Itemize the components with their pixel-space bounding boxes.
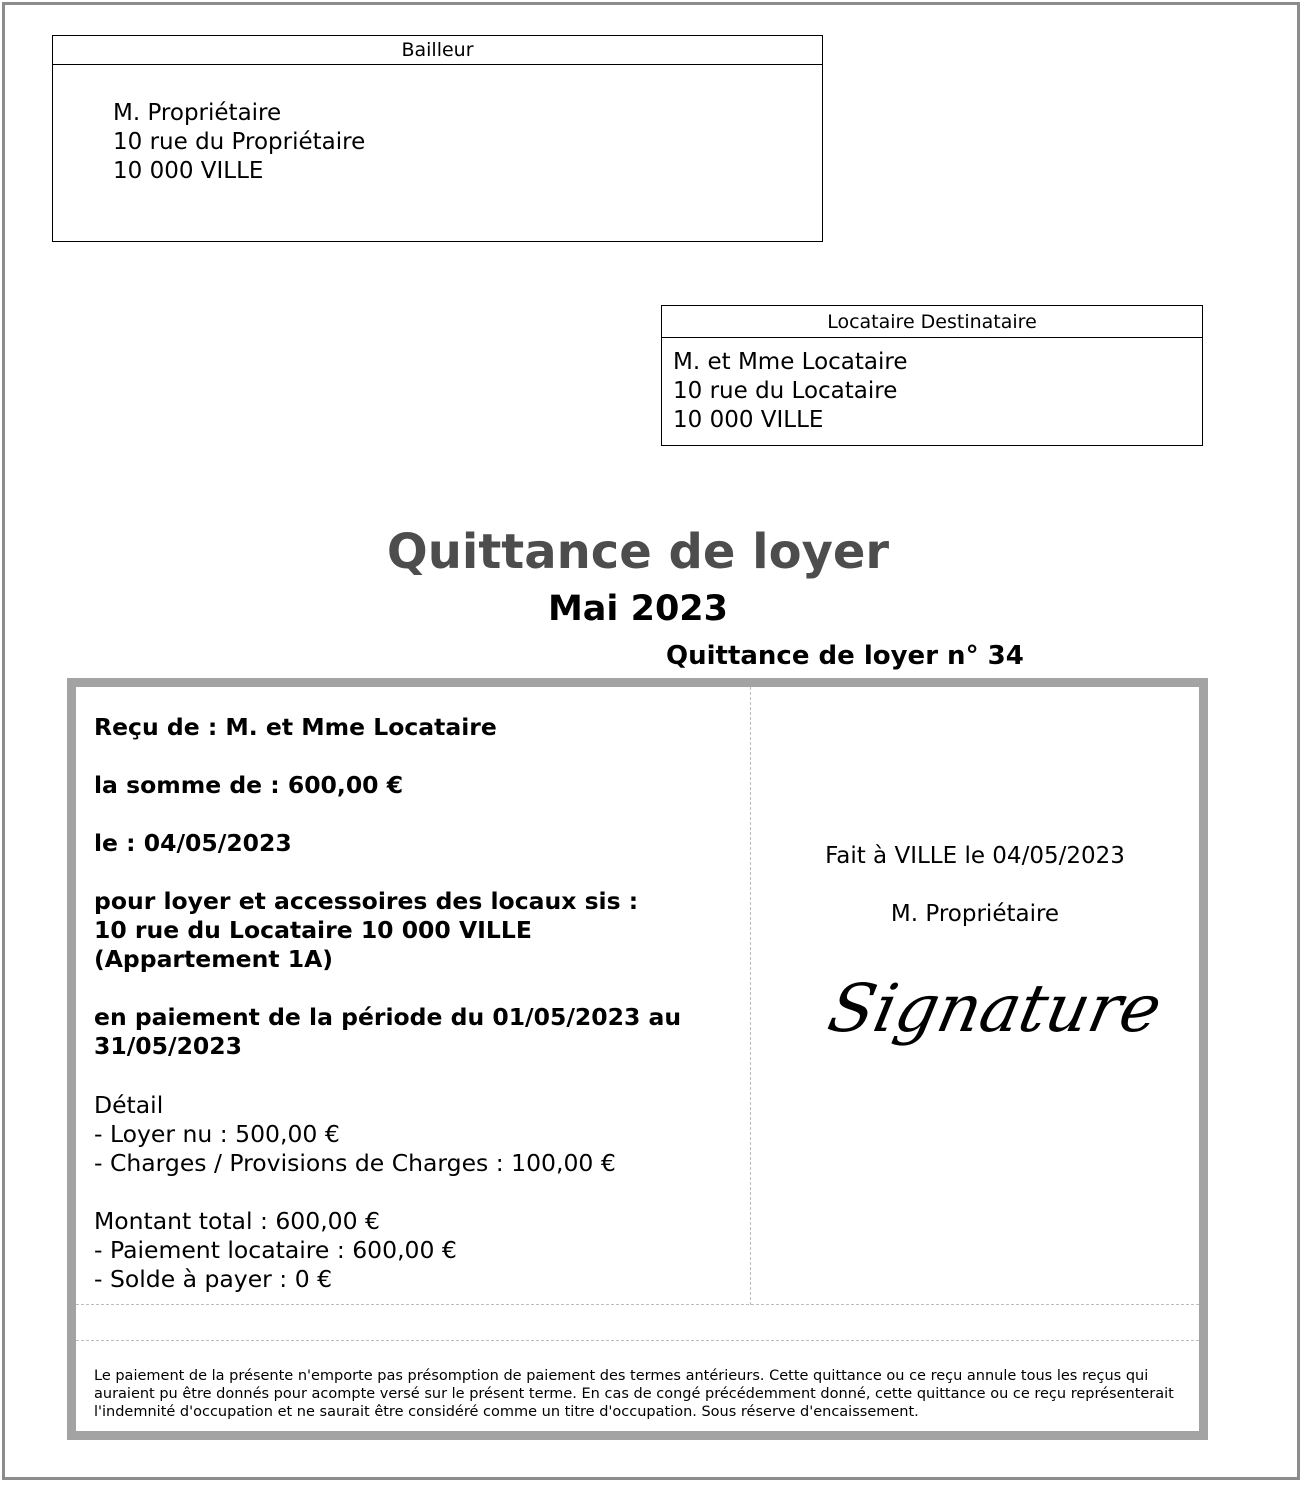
bailleur-title: Bailleur [53, 36, 822, 65]
payment-period [94, 1003, 681, 1061]
receipt-frame [67, 678, 1208, 1440]
locataire-street: 10 rue du Locataire [673, 378, 898, 404]
premises-line-3: (Appartement 1A) [94, 945, 334, 973]
locataire-name: M. et Mme Locataire [673, 349, 908, 375]
signature-column [751, 687, 1199, 1305]
detail-rent: - Loyer nu : 500,00 € [94, 1120, 340, 1148]
receipt-details-column [76, 687, 751, 1305]
locataire-title: Locataire Destinataire [662, 306, 1202, 338]
signer-name: M. Propriétaire [890, 901, 1060, 927]
signature-text: Signature [821, 969, 1169, 1047]
bailleur-box [52, 35, 823, 242]
detail-heading: Détail [94, 1091, 164, 1119]
period-line-1: en paiement de la période du 01/05/2023 au [94, 1003, 682, 1031]
received-from: Reçu de : M. et Mme Locataire [94, 713, 497, 741]
bailleur-city: 10 000 VILLE [113, 158, 264, 184]
premises-line-2: 10 rue du Locataire 10 000 VILLE [94, 916, 532, 944]
amount: la somme de : 600,00 € [94, 771, 404, 799]
premises-line-1: pour loyer et accessoires des locaux sis : [94, 887, 639, 915]
handwritten-signature [821, 957, 1169, 1067]
bailleur-address [113, 99, 365, 186]
bailleur-street: 10 rue du Propriétaire [113, 129, 366, 155]
totals-section [94, 1207, 457, 1294]
document-title: Quittance de loyer [386, 524, 890, 580]
separator-line [76, 1304, 1199, 1305]
balance-due: - Solde à payer : 0 € [94, 1265, 333, 1293]
locataire-address [673, 348, 907, 435]
detail-section [94, 1091, 616, 1178]
payment-date: le : 04/05/2023 [94, 829, 292, 857]
separator-line [76, 1340, 1199, 1341]
locataire-box [661, 305, 1203, 446]
total-amount: Montant total : 600,00 € [94, 1207, 380, 1235]
legal-notice: Le paiement de la présente n'emporte pas présomption de paiement des termes antérieurs. Cette quittance ou ce reçu annule tous les reçus qui auraient pu être donnés pour acompte versé sur le présent terme. En cas de congé précédemment donné, cette quittance ou ce reçu représenterait l'indemnité d'occupation et ne saurait être considéré comme un titre d'occupation. Sous réserve d'encaissement. [94, 1368, 1174, 1420]
tenant-payment: - Paiement locataire : 600,00 € [94, 1236, 457, 1264]
period-line-2: 31/05/2023 [94, 1032, 242, 1060]
detail-charges: - Charges / Provisions de Charges : 100,00 € [94, 1149, 616, 1177]
locataire-city: 10 000 VILLE [673, 407, 824, 433]
receipt-number: Quittance de loyer n° 34 [666, 641, 1024, 671]
bailleur-name: M. Propriétaire [113, 100, 282, 126]
premises [94, 887, 638, 974]
place-and-date: Fait à VILLE le 04/05/2023 [825, 843, 1125, 869]
document-month: Mai 2023 [547, 589, 729, 629]
